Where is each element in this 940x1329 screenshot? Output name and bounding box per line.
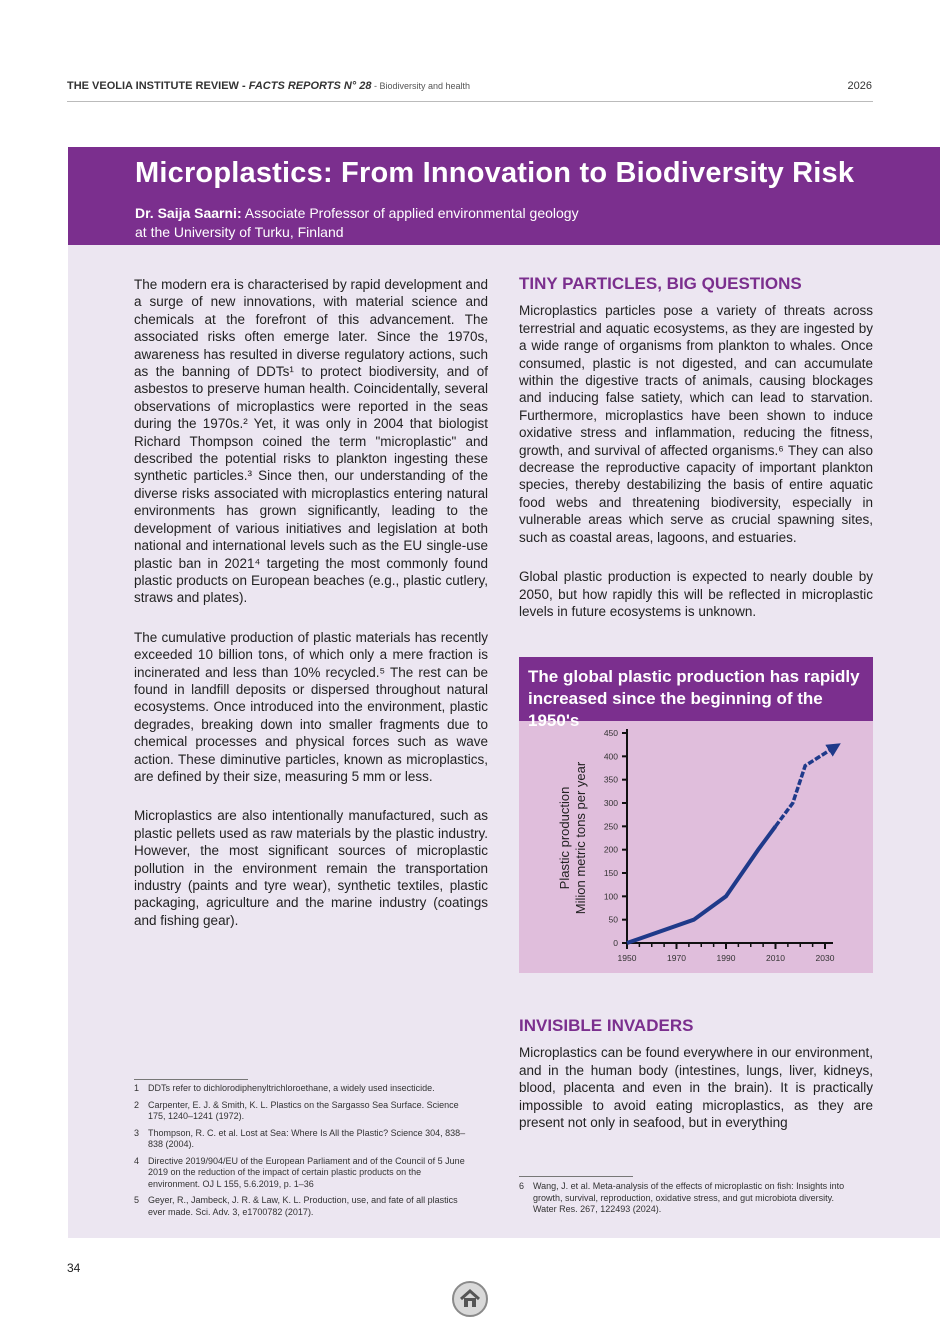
footnotes-right xyxy=(519,1181,849,1221)
footnote-text: Geyer, R., Jambeck, J. R. & Law, K. L. Production, use, and fate of all plastics ever made. Sci. Adv. 3, e1700782 (2017). xyxy=(148,1195,458,1217)
footnote xyxy=(134,1083,474,1095)
left-column xyxy=(134,276,488,951)
author-role-line2: at the University of Turku, Finland xyxy=(135,224,344,240)
footnote xyxy=(519,1181,849,1216)
projection-line xyxy=(776,747,835,826)
footnote xyxy=(134,1195,474,1218)
footnote xyxy=(134,1156,474,1191)
home-button[interactable] xyxy=(452,1281,488,1317)
y-tick-label: 350 xyxy=(603,774,618,785)
line-chart xyxy=(519,721,873,973)
right-column-bottom xyxy=(519,1017,873,1153)
chart-title-bar xyxy=(519,657,873,730)
title-band xyxy=(68,147,940,245)
article-title: Microplastics: From Innovation to Biodiversity Risk xyxy=(135,157,855,189)
footnote-number: 6 xyxy=(519,1181,525,1191)
y-tick-label: 250 xyxy=(603,821,618,832)
x-tick-label: 1990 xyxy=(716,953,736,963)
footnotes-left xyxy=(134,1083,474,1223)
header-divider xyxy=(67,101,873,102)
right-column-top xyxy=(519,275,873,642)
paragraph: Global plastic production is expected to nearly double by 2050, but how rapidly this will be reflected in microplastic levels in future ecosystems is unknown. xyxy=(519,569,873,619)
production-line xyxy=(627,826,776,943)
footnote-number: 2 xyxy=(134,1099,140,1110)
footnote-number: 1 xyxy=(134,1083,140,1093)
footnote xyxy=(134,1128,474,1151)
paragraph: Microplastics can be found everywhere in our environment, and in the human body (intestines, lungs, liver, kidneys, blood, placenta and even in the brain). It is practically impossible to avoid eating microplastics, as they are present not only in seafood, but in everything xyxy=(519,1045,873,1131)
x-tick-label: 1950 xyxy=(617,953,637,963)
y-axis-label: Milion metric tons per year xyxy=(573,761,588,915)
y-tick-label: 300 xyxy=(603,798,618,808)
y-tick-label: 200 xyxy=(603,844,618,855)
footnote-text: DDTs refer to dichlorodiphenyltrichloroethane, a widely used insecticide. xyxy=(148,1083,435,1093)
home-icon xyxy=(454,1283,486,1315)
paragraph: Microplastics are also intentionally manufactured, such as plastic pellets used as raw materials by the plastic industry. However, the most significant sources of microplastic pollution in the environment remain the transportation industry (paints and tyre wear), synthetic textiles, plastic packaging, agriculture and the marine industry (coatings and fishing gear). xyxy=(134,808,488,928)
header-section: - Biodiversity and health xyxy=(371,81,471,91)
y-tick-label: 50 xyxy=(608,914,618,925)
section-heading: TINY PARTICLES, BIG QUESTIONS xyxy=(519,274,802,293)
footnote-text: Thompson, R. C. et al. Lost at Sea: Where Is All the Plastic? Science 304, 838–838 (2004). xyxy=(148,1127,466,1149)
footnote-text: Wang, J. et al. Meta-analysis of the effects of microplastic on fish: Insights into growth, survival, reproduction, oxidative stress, and gut microbiota diversity. Water Res. 267, 122493 (2024). xyxy=(533,1181,845,1214)
x-tick-label: 2030 xyxy=(815,953,835,963)
footnote-text: Carpenter, E. J. & Smith, K. L. Plastics on the Sargasso Sea Surface. Science 175, 1240–1241 (1972). xyxy=(148,1099,459,1121)
header-series: FACTS REPORTS N° 28 xyxy=(248,80,372,92)
footnote-number: 4 xyxy=(134,1155,140,1166)
paragraph: Microplastics particles pose a variety of threats across terrestrial and aquatic ecosystems, as they are ingested by a wide range of organisms from plankton to whales. Once consumed, plastic is not digested, and can accumulate within the digestive tracts of animals, causing blockages and inducing false satiety, which can lead to starvation. Furthermore, microplastics have been shown to induce oxidative stress and inflammation, reducing the fitness, growth, and survival of affected organisms.⁶ They can also decrease the reproductive capacity of important plankton species, thereby destabilizing the basis of entire aquatic food webs and threatening biodiversity, especially in vulnerable areas which serve as crucial spawning sites, such as coastal areas, lagoons, and estuaries. xyxy=(519,303,873,545)
x-tick-label: 1970 xyxy=(667,953,686,963)
y-tick-label: 100 xyxy=(603,891,618,902)
y-axis-label: Plastic production xyxy=(557,786,572,890)
footnote xyxy=(134,1100,474,1123)
y-tick-label: 400 xyxy=(603,751,618,762)
section-heading: INVISIBLE INVADERS xyxy=(519,1016,694,1035)
running-header xyxy=(67,80,470,92)
footnote-divider xyxy=(519,1176,633,1177)
footnote-number: 3 xyxy=(134,1127,140,1138)
paragraph: The cumulative production of plastic materials has recently exceeded 10 billion tons, of which only a mere fraction is incinerated and less than 10% recycled.⁵ The rest can be found in landfill deposits or dispersed throughout natural ecosystems. Once introduced into the environment, plastic degrades, breaking down into smaller fragments due to chemical processes and physical forces such as wave action. These diminutive particles, known as microplastics, are defined by their size, measuring 5 mm or less. xyxy=(134,629,488,784)
footnote-text: Directive 2019/904/EU of the European Parliament and of the Council of 5 June 2019 on the reduction of the impact of certain plastic products on the environment. OJ L 155, 5.6.2019, p. 1–36 xyxy=(148,1155,465,1189)
author-block xyxy=(135,204,579,242)
footnote-number: 5 xyxy=(134,1195,140,1205)
footnote-divider xyxy=(134,1079,248,1080)
header-brand: THE VEOLIA INSTITUTE REVIEW - xyxy=(67,80,249,92)
page-number: 34 xyxy=(67,1261,81,1275)
author-name: Dr. Saija Saarni: xyxy=(135,205,242,221)
x-tick-label: 2010 xyxy=(766,953,785,963)
y-tick-label: 150 xyxy=(603,868,618,878)
y-tick-label: 0 xyxy=(613,938,618,948)
author-role-line1: Associate Professor of applied environmental geology xyxy=(241,205,579,221)
header-year: 2026 xyxy=(847,80,872,92)
chart-title: The global plastic production has rapidly increased since the beginning of the 1950's xyxy=(528,667,860,730)
paragraph: The modern era is characterised by rapid development and a surge of new innovations, with material science and chemicals at the forefront of this advancement. The associated risks often emerge later. Since the 1970s, awareness has resulted in diverse regulatory actions, such as the banning of DDTs¹ to protect biodiversity, and of asbestos to preserve human health. Coincidentally, several observations of microplastics were reported in the seas during the 1970s.² Yet, it was only in 2004 that biologist Richard Thompson coined the term "microplastic" and described the potential risks to plankton ingesting these synthetic particles.³ Since then, our understanding of the diverse risks associated with microplastics entering natural environments has grown significantly, leading to the development of various initiatives and legislation at both national and international levels such as the EU single-use plastic ban in 2021⁴ targeting the most commonly found plastic products on European beaches (e.g., plastic cutlery, straws and plates). xyxy=(134,277,488,606)
y-tick-label: 450 xyxy=(603,728,618,738)
